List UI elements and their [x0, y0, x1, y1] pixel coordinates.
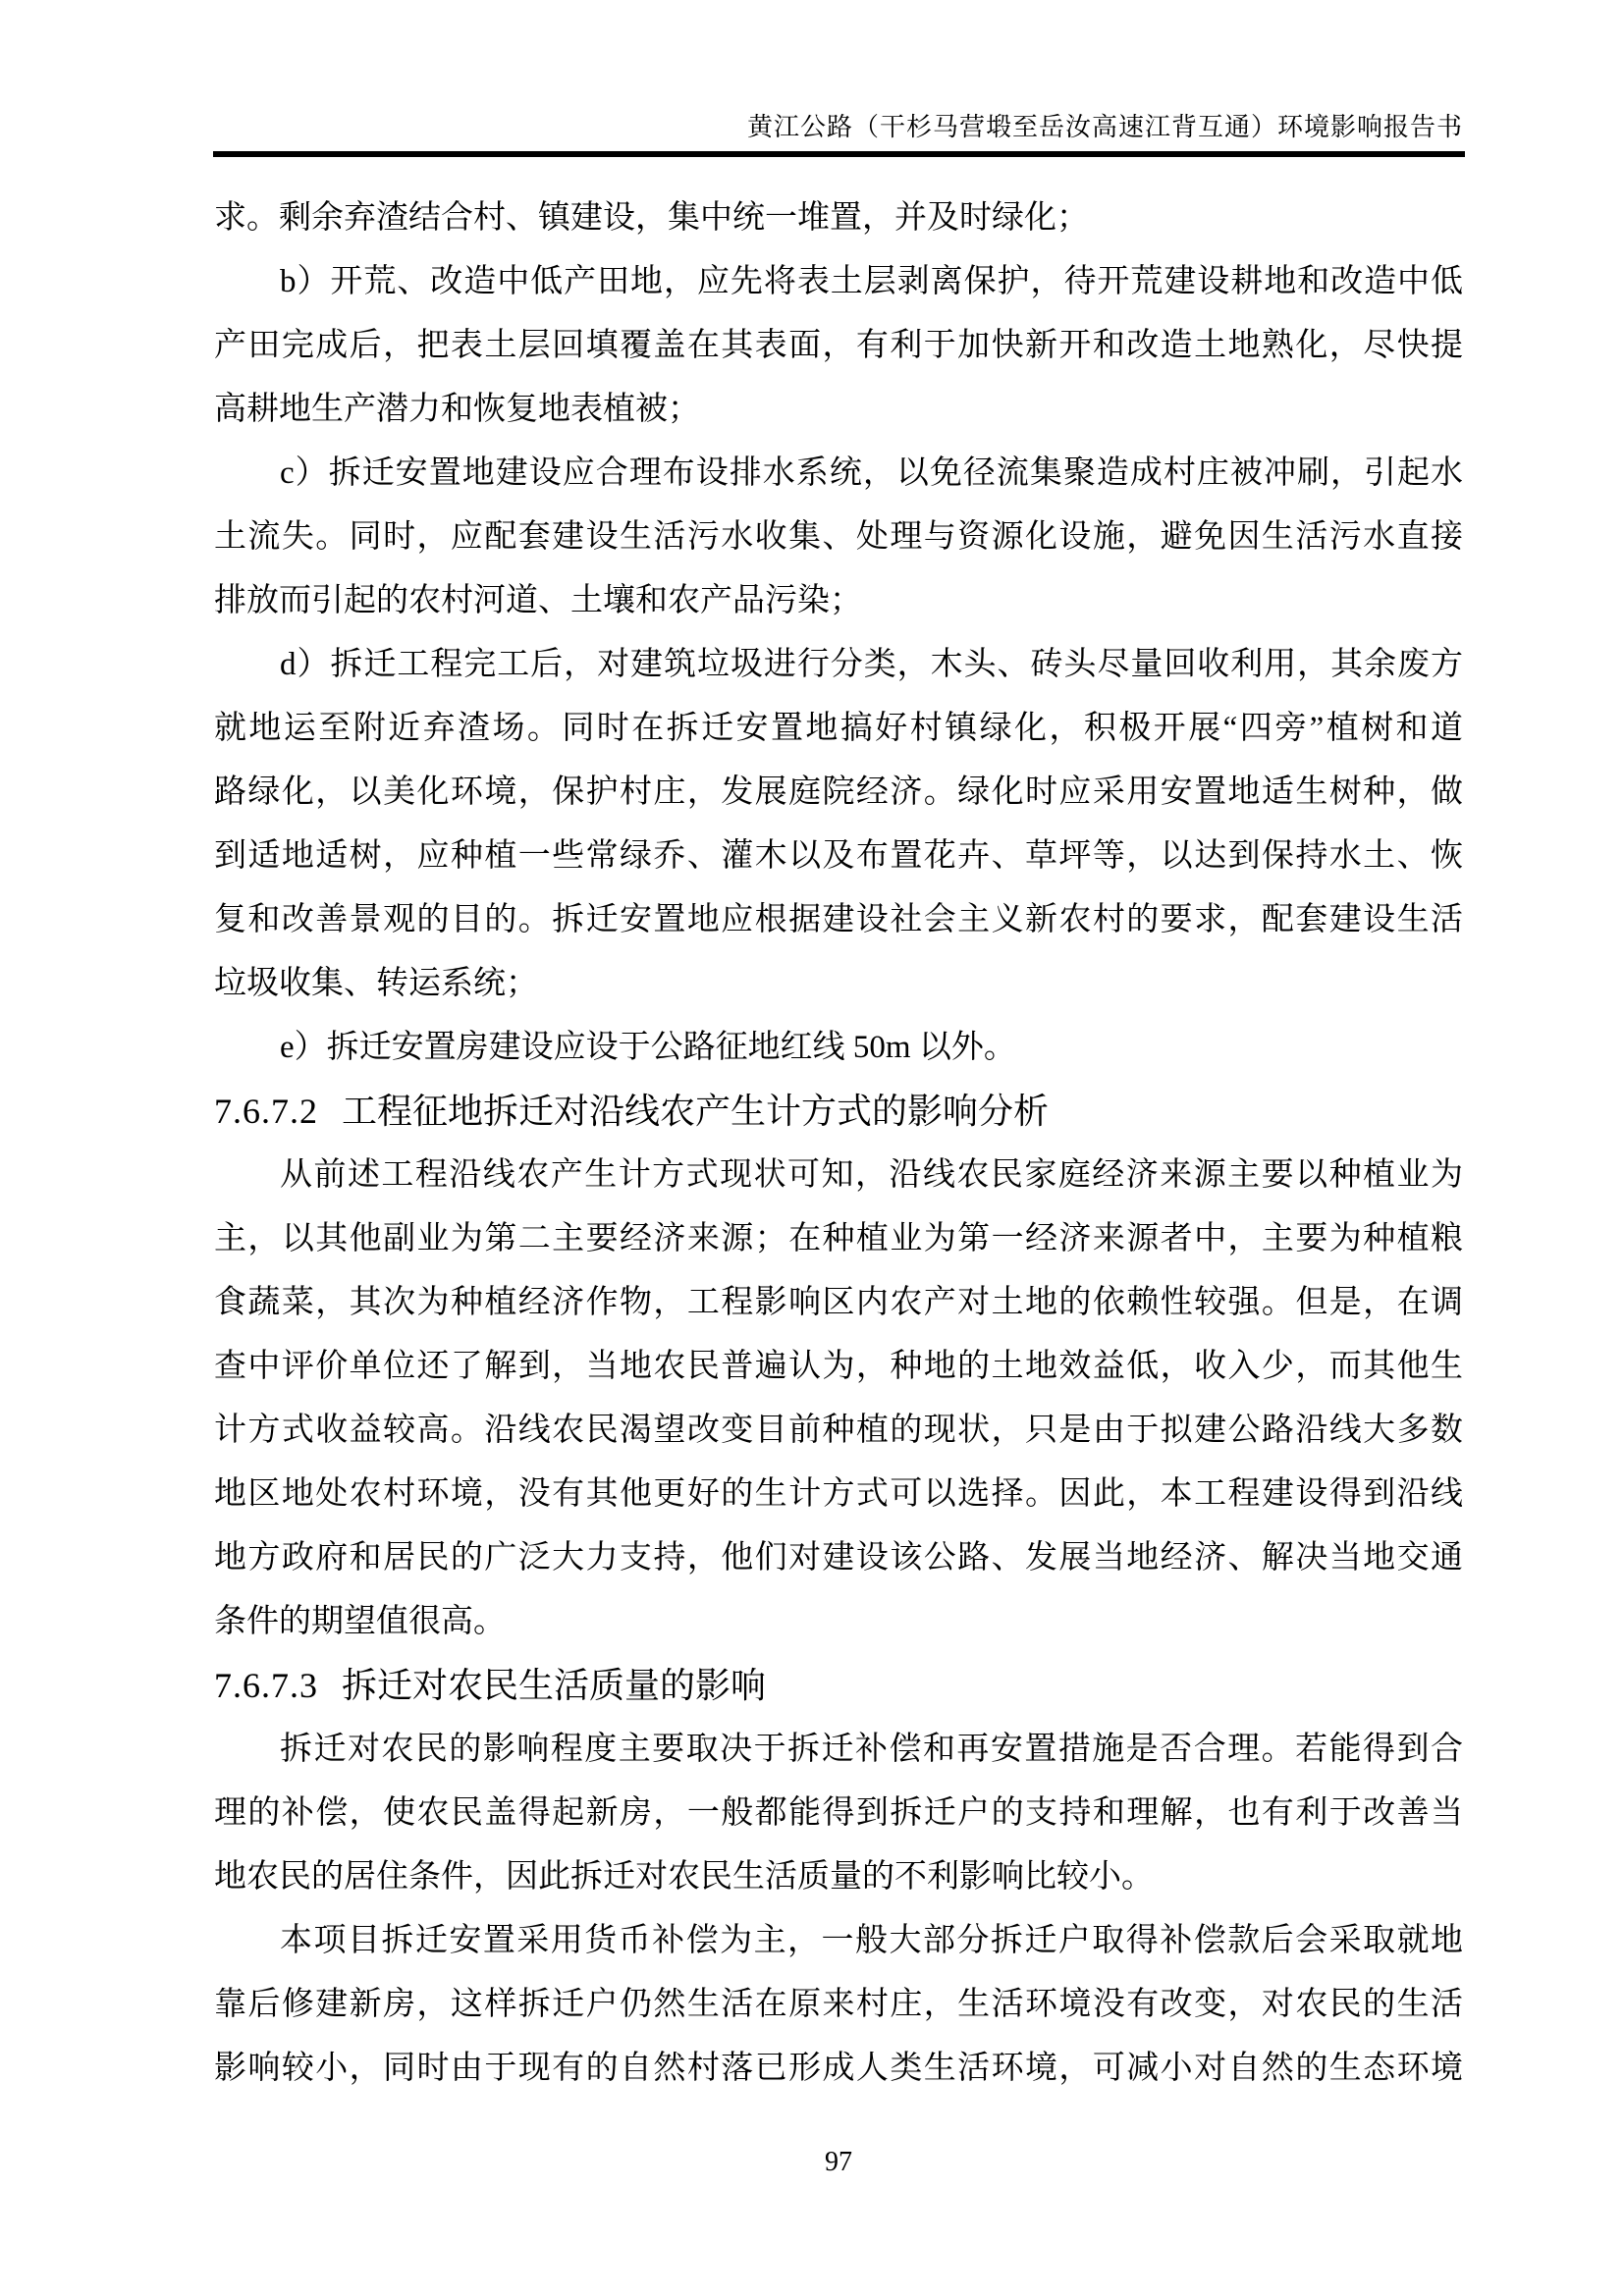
paragraph-line: 条件的期望值很高。	[214, 1604, 506, 1639]
section-title: 拆迁对农民生活质量的影响	[342, 1666, 767, 1705]
paragraph-line: 从前述工程沿线农产生计方式现状可知，沿线农民家庭经济来源主要以种植业为	[280, 1157, 1463, 1193]
paragraph-line: 就地运至附近弃渣场。同时在拆迁安置地搞好村镇绿化，积极开展“四旁”植树和道	[214, 711, 1463, 746]
paragraph-line: 路绿化，以美化环境，保护村庄，发展庭院经济。绿化时应采用安置地适生树种，做	[214, 774, 1463, 810]
running-header-title: 黄江公路（干杉马营塅至岳汝高速江背互通）环境影响报告书	[746, 113, 1463, 141]
section-heading	[214, 1654, 1463, 1718]
paragraph-line: 到适地适树，应种植一些常绿乔、灌木以及布置花卉、草坪等，以达到保持水土、恢	[214, 838, 1463, 874]
paragraph-line: 地农民的居住条件，因此拆迁对农民生活质量的不利影响比较小。	[214, 1859, 1154, 1895]
page-number: 97	[825, 2147, 852, 2177]
paragraph-line: 理的补偿，使农民盖得起新房，一般都能得到拆迁户的支持和理解，也有利于改善当	[214, 1795, 1463, 1831]
header-rule	[213, 151, 1465, 157]
paragraph-line: 主，以其他副业为第二主要经济来源；在种植业为第一经济来源者中，主要为种植粮	[214, 1221, 1463, 1256]
section-heading	[214, 1080, 1463, 1144]
document-body	[214, 187, 1463, 2101]
paragraph-line: 食蔬菜，其次为种植经济作物，工程影响区内农产对土地的依赖性较强。但是，在调	[214, 1285, 1463, 1320]
paragraph-line: 高耕地生产潜力和恢复地表植被；	[214, 392, 700, 427]
paragraph-line: 排放而引起的农村河道、土壤和农产品污染；	[214, 583, 862, 618]
section-number: 7.6.7.3	[214, 1666, 318, 1705]
paragraph-line: 拆迁对农民的影响程度主要取决于拆迁补偿和再安置措施是否合理。若能得到合	[280, 1732, 1463, 1767]
paragraph-line: 靠后修建新房，这样拆迁户仍然生活在原来村庄，生活环境没有改变，对农民的生活	[214, 1987, 1463, 2022]
paragraph-line: 地区地处农村环境，没有其他更好的生计方式可以选择。因此，本工程建设得到沿线	[214, 1476, 1463, 1512]
paragraph-line: e）拆迁安置房建设应设于公路征地红线 50m 以外。	[280, 1030, 1016, 1065]
section-title: 工程征地拆迁对沿线农产生计方式的影响分析	[342, 1092, 1050, 1131]
paragraph-line: 影响较小，同时由于现有的自然村落已形成人类生活环境，可减小对自然的生态环境	[214, 2051, 1463, 2086]
paragraph-line: b）开荒、改造中低产田地，应先将表土层剥离保护，待开荒建设耕地和改造中低	[280, 264, 1463, 299]
section-number: 7.6.7.2	[214, 1092, 318, 1131]
paragraph-line: 土流失。同时，应配套建设生活污水收集、处理与资源化设施，避免因生活污水直接	[214, 519, 1463, 555]
paragraph-line: 求。剩余弃渣结合村、镇建设，集中统一堆置，并及时绿化；	[214, 200, 1089, 236]
paragraph-line: d）拆迁工程完工后，对建筑垃圾进行分类，木头、砖头尽量回收利用，其余废方	[280, 647, 1463, 682]
paragraph-line: 计方式收益较高。沿线农民渴望改变目前种植的现状，只是由于拟建公路沿线大多数	[214, 1413, 1463, 1448]
paragraph-line: 地方政府和居民的广泛大力支持，他们对建设该公路、发展当地经济、解决当地交通	[214, 1540, 1463, 1575]
paragraph-line: c）拆迁安置地建设应合理布设排水系统，以免径流集聚造成村庄被冲刷，引起水	[280, 455, 1463, 491]
paragraph-line: 垃圾收集、转运系统；	[214, 966, 538, 1001]
paragraph-line: 查中评价单位还了解到，当地农民普遍认为，种地的土地效益低，收入少，而其他生	[214, 1349, 1463, 1384]
paragraph-line: 产田完成后，把表土层回填覆盖在其表面，有利于加快新开和改造土地熟化，尽快提	[214, 328, 1463, 363]
paragraph-line: 复和改善景观的目的。拆迁安置地应根据建设社会主义新农村的要求，配套建设生活	[214, 902, 1463, 937]
paragraph-line: 本项目拆迁安置采用货币补偿为主，一般大部分拆迁户取得补偿款后会采取就地	[280, 1923, 1463, 1958]
